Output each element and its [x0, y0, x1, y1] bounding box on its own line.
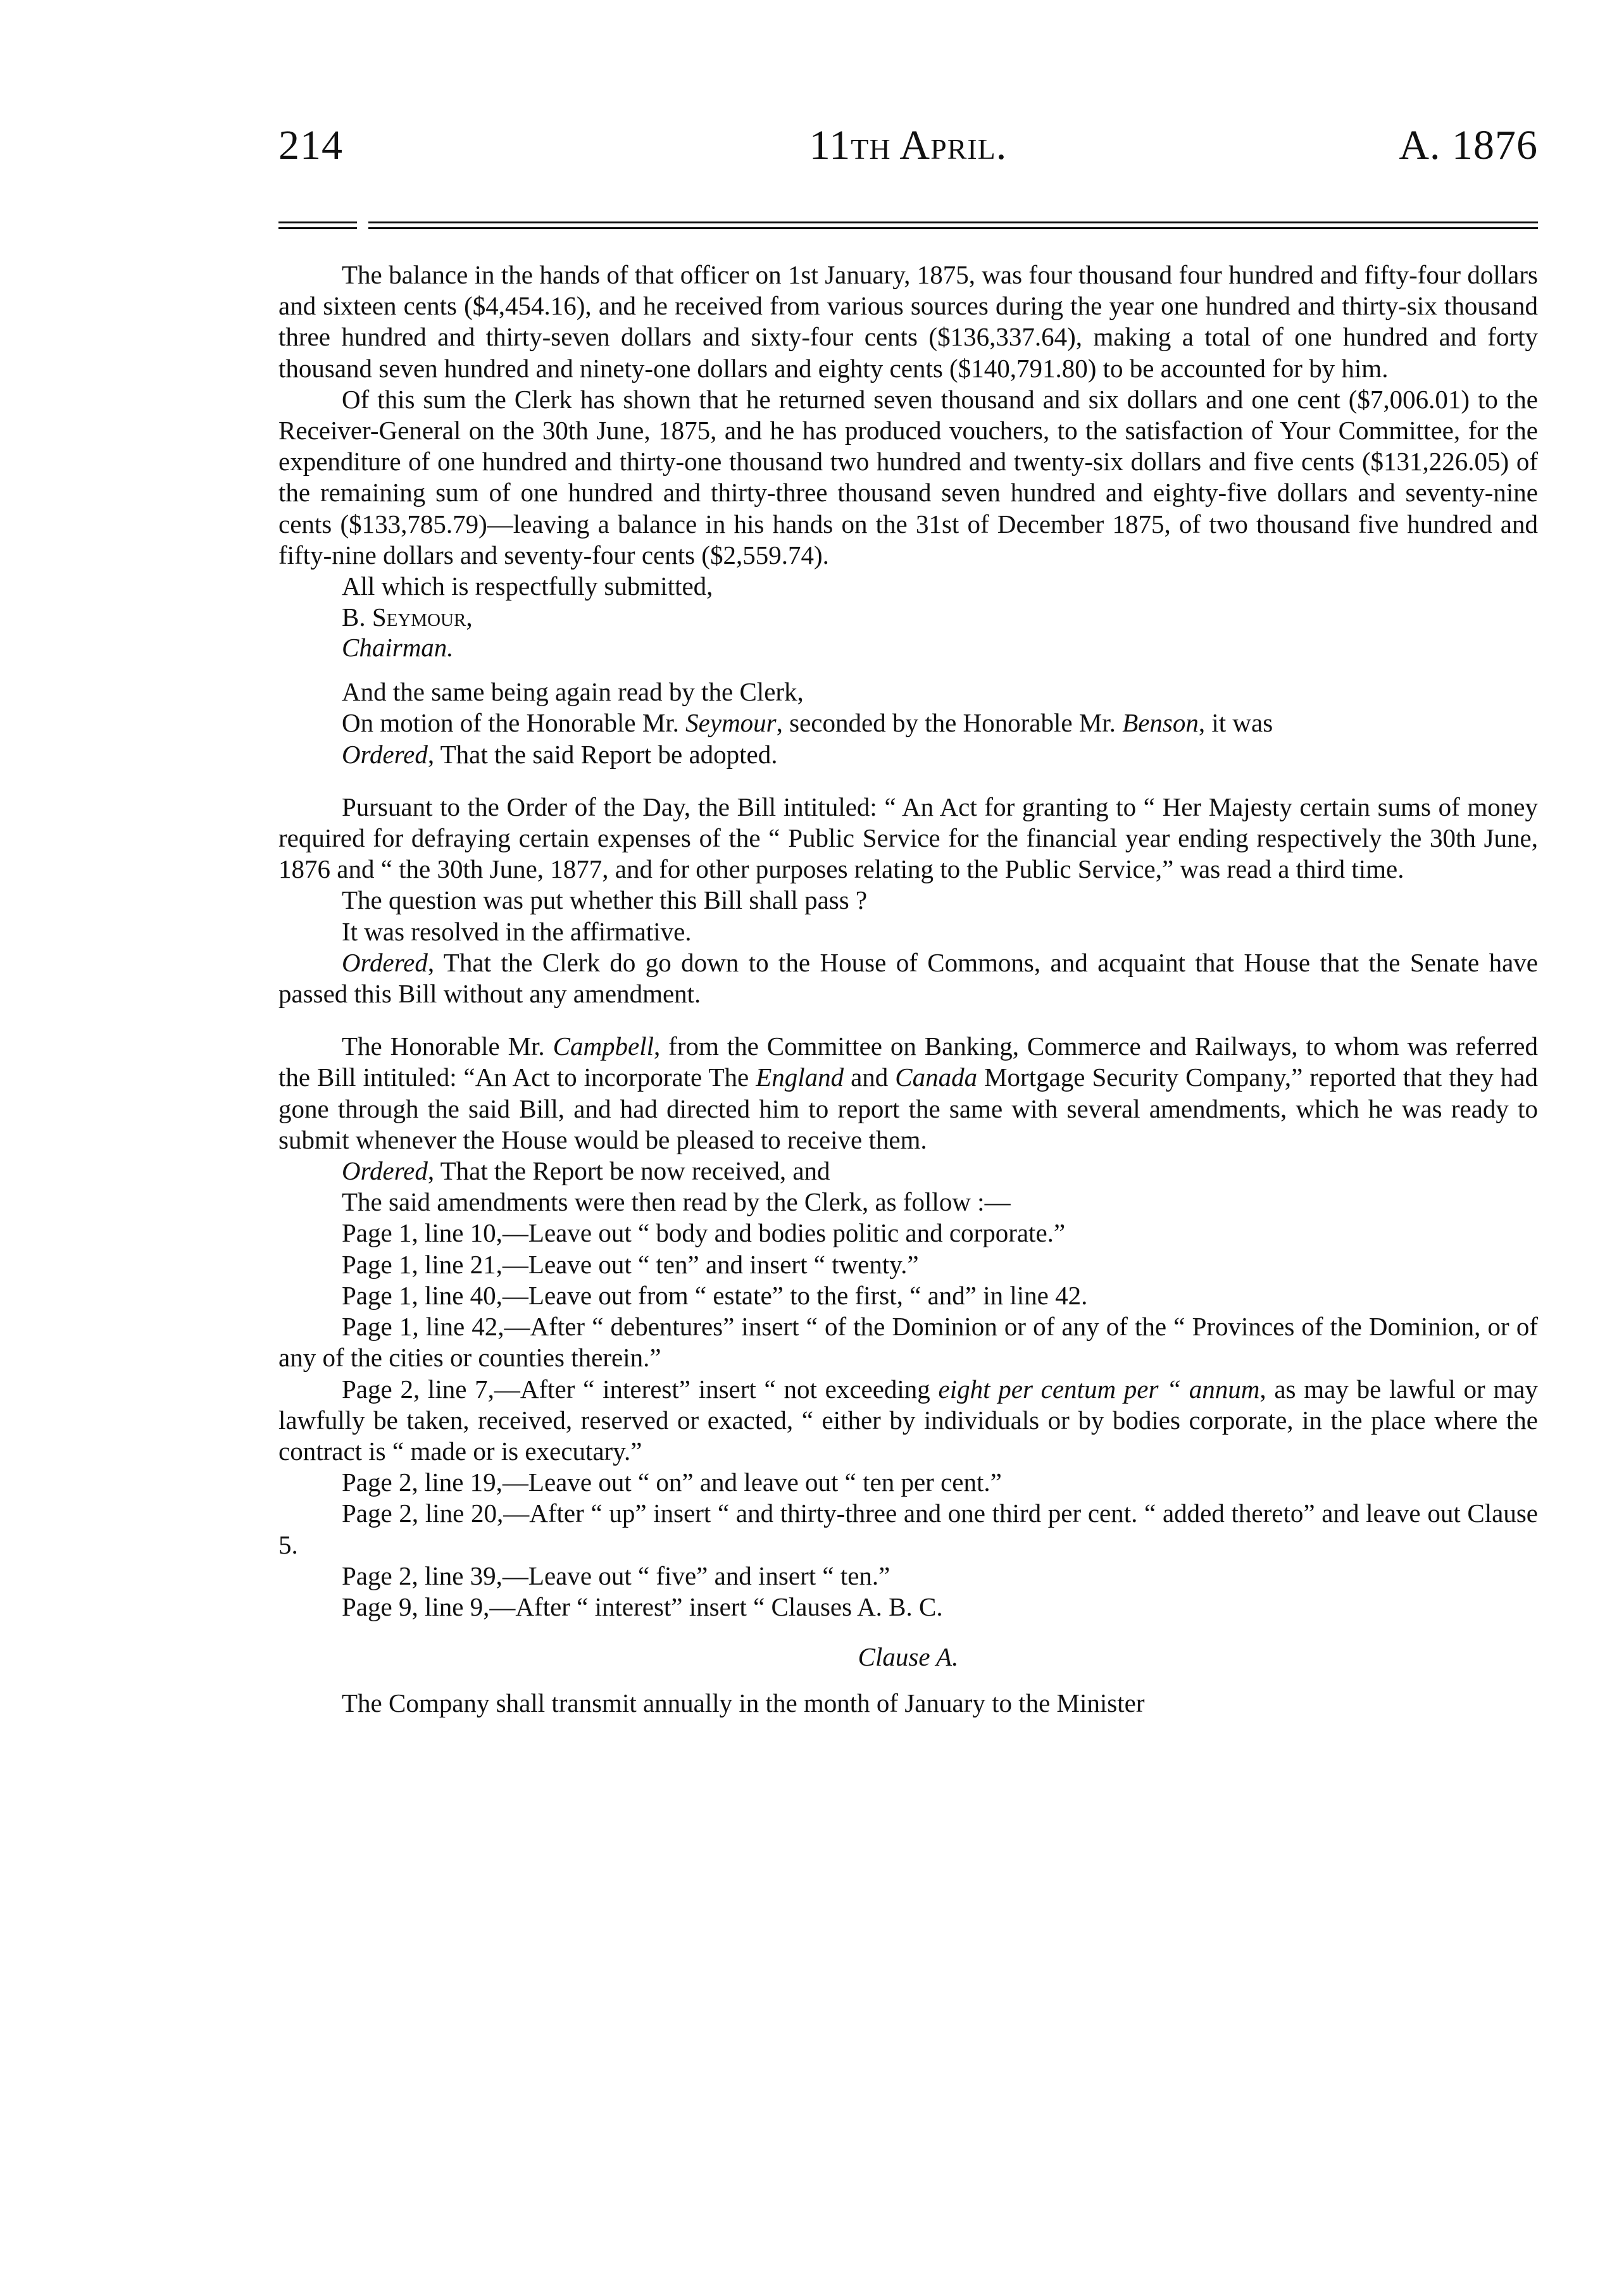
ordered-label: Ordered [342, 739, 428, 769]
paragraph-balance: The balance in the hands of that officer on 1st January, 1875, was four thousand four hundred and fifty-four dollars and sixteen cents ($4,454.16), and he received from various sources during the year one hundred and thirty-six thousand three hundred and thirty-seven dollars and sixty-four cents ($136,337.64), making a total of one hundred and forty thousand seven hundred and ninety-one dollars and eighty cents ($140,791.80) to be accounted for by him. [278, 260, 1538, 383]
company-name-part: Canada [895, 1063, 978, 1092]
paragraph-committee-report [278, 1031, 1538, 1156]
text-run: , That the Clerk do go down to the House of Commons, and acquaint that House that the Senate have passed this Bill without any amendment. [278, 947, 1538, 1009]
ordered-label: Ordered [342, 947, 428, 977]
amendment-item: Page 1, line 21,—Leave out “ ten” and insert “ twenty.” [342, 1249, 919, 1279]
paragraph-clause-a: The Company shall transmit annually in the month of January to the Minister [342, 1688, 1145, 1718]
paragraph-clerk-returns: Of this sum the Clerk has shown that he returned seven thousand and six dollars and one cent ($7,006.01) to the Receiver-General on the 30th June, 1875, and he has produced vouchers, to the satisfaction of Your Committee, for the expenditure of one hundred and thirty-one thousand two hundred and twenty-six dollars and five cents ($131,226.05) of the remaining sum of one hundred and thirty-three thousand seven hundred and eighty-five dollars and seventy-nine cents ($133,785.79)—leaving a balance in his hands on the 31st of December 1875, of two thousand five hundred and fifty-nine dollars and seventy-four cents ($2,559.74). [278, 384, 1538, 570]
signature-title: Chairman. [342, 633, 454, 663]
amendment-item [278, 1374, 1538, 1468]
amendment-item: Page 2, line 39,—Leave out “ five” and insert “ ten.” [342, 1561, 890, 1590]
header-rule-line [278, 221, 1538, 223]
paragraph-resolved: It was resolved in the affirmative. [342, 916, 692, 946]
senator-name: Campbell [553, 1032, 654, 1061]
amendment-item: Page 1, line 10,—Leave out “ body and bodies politic and corporate.” [342, 1218, 1066, 1248]
page-header [278, 120, 1538, 190]
paragraph-amendments-intro: The said amendments were then read by the Clerk, as follow :— [342, 1187, 1011, 1217]
header-rule-break [357, 220, 368, 232]
paragraph-submitted: All which is respectfully submitted, [342, 571, 713, 601]
text-run: , from the Committee on Banking, Commerce and Railways, to whom was referred the Bill intituled: “An Act to incorporate The [278, 1032, 1538, 1092]
senator-name: Benson [1122, 708, 1199, 738]
page-year: A. 1876 [1399, 122, 1538, 168]
text-run: , That the Report be now received, and [427, 1156, 830, 1186]
amendment-item: Page 2, line 19,—Leave out “ on” and leave out “ ten per cent.” [342, 1468, 1002, 1497]
paragraph-question: The question was put whether this Bill shall pass ? [342, 885, 868, 915]
page-date: 11th April. [809, 122, 1008, 168]
paragraph-ordered-adopted [278, 739, 1538, 770]
paragraph-read-again: And the same being again read by the Clerk, [342, 677, 804, 707]
text-run: and [844, 1063, 896, 1092]
text-run: , it was [1198, 708, 1273, 738]
amendment-item: Page 1, line 42,—After “ debentures” insert “ of the Dominion or of any of the “ Provinces of the Dominion, or of any of the cities or counties therein.” [278, 1312, 1538, 1373]
paragraph-motion [278, 708, 1538, 739]
paragraph-ordered-received [278, 1156, 1538, 1187]
amendment-item: Page 1, line 40,—Leave out from “ estate” to the first, “ and” in line 42. [342, 1280, 1088, 1310]
senator-name: Seymour [685, 708, 777, 738]
text-run: Mortgage Security Company,” reported that they had gone through the said Bill, and had directed him to report the same with several amendments, which he was ready to submit whenever the House would be pleased to receive them. [278, 1063, 1539, 1154]
text-run: On motion of the Honorable Mr. [342, 708, 686, 738]
page-number: 214 [278, 122, 343, 168]
ordered-label: Ordered [342, 1156, 428, 1186]
header-rule-line [278, 227, 1538, 229]
text-run: The Honorable Mr. [342, 1032, 553, 1061]
text-run: Page 2, line 7,—After “ interest” insert “ not exceeding [342, 1374, 939, 1404]
text-run: , That the said Report be adopted. [427, 739, 778, 769]
text-run: , as may be lawful or may lawfully be taken, received, reserved or exacted, “ either by individuals or by bodies corporate, in the place where the contract is “ made or is executary.” [278, 1374, 1538, 1466]
clause-heading: Clause A. [858, 1642, 959, 1672]
amendment-item: Page 9, line 9,—After “ interest” insert “ Clauses A. B. C. [342, 1592, 943, 1621]
header-rule [278, 221, 1538, 230]
amendment-item: Page 2, line 20,—After “ up” insert “ and thirty-three and one third per cent. “ added thereto” and leave out Clause 5. [278, 1499, 1538, 1559]
text-run: , seconded by the Honorable Mr. [776, 708, 1123, 738]
paragraph-bill-third-reading: Pursuant to the Order of the Day, the Bill intituled: “ An Act for granting to “ Her Majesty certain sums of money required for defraying certain expenses of the “ Public Service for the financial year ending respectively the 30th June, 1876 and “ the 30th June, 1877, and for other purposes relating to the Public Service,” was read a third time. [278, 792, 1538, 884]
italic-run: eight per centum per “ annum [938, 1374, 1260, 1404]
paragraph-ordered-commons [278, 947, 1538, 1009]
company-name-part: England [756, 1063, 844, 1092]
page-body [278, 259, 1538, 1719]
signature-name: B. Seymour, [342, 602, 473, 632]
